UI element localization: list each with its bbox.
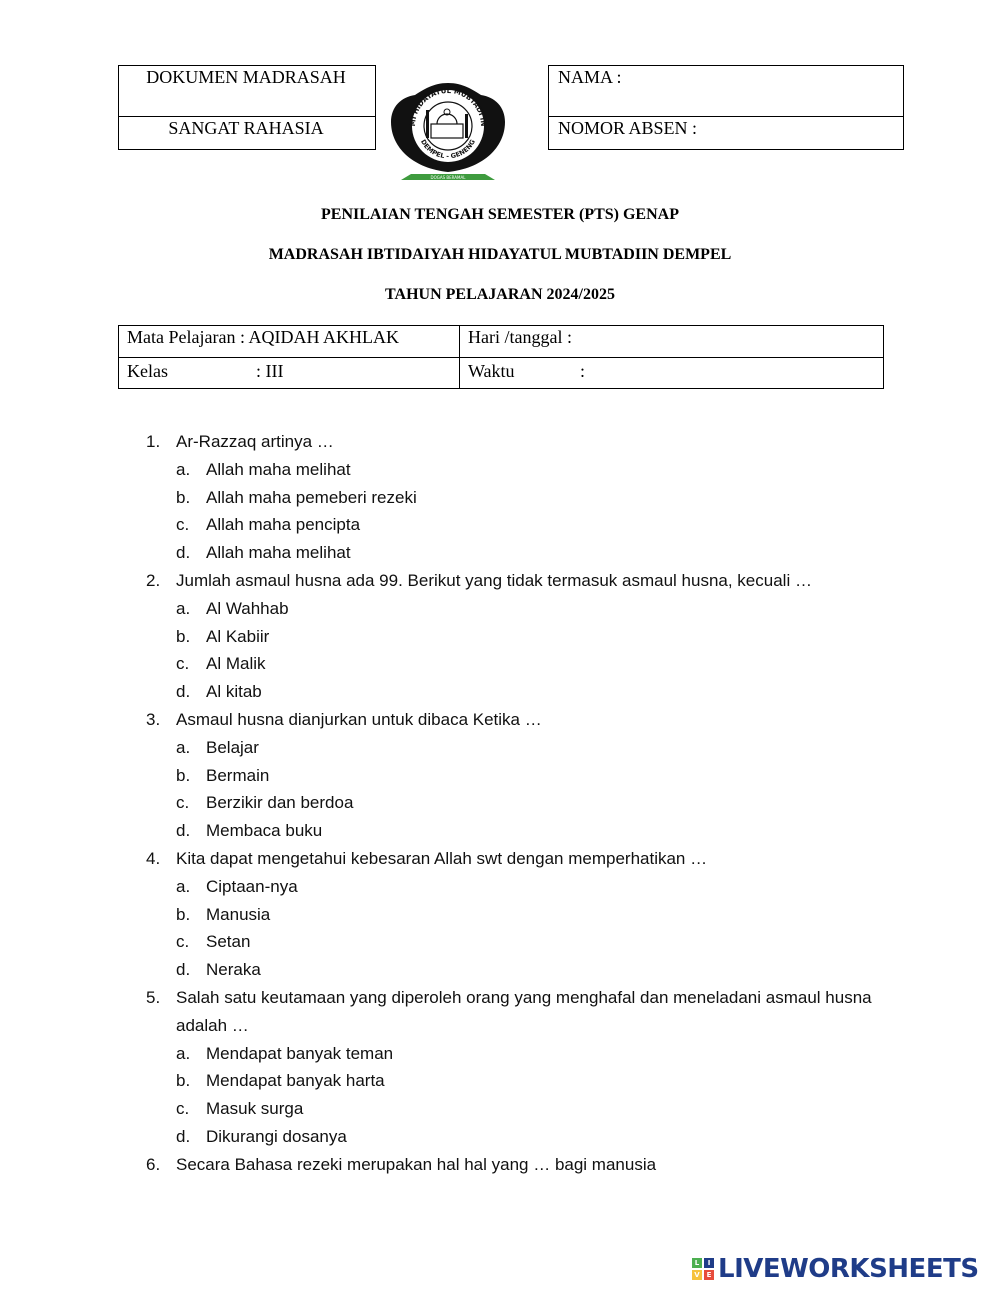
option-letter: d. bbox=[176, 543, 191, 563]
question-list bbox=[146, 428, 906, 1179]
answer-option[interactable] bbox=[146, 1067, 906, 1095]
school-logo bbox=[383, 80, 513, 184]
option-letter: a. bbox=[176, 876, 191, 896]
subject-label: Mata Pelajaran : AQIDAH AKHLAK bbox=[127, 327, 399, 347]
logo-ribbon-text: DOGAS BERAMAL bbox=[430, 175, 466, 180]
icon-letter: I bbox=[704, 1258, 714, 1268]
date-field[interactable]: Hari /tanggal : bbox=[468, 327, 572, 347]
answer-option[interactable] bbox=[146, 1123, 906, 1151]
option-text: Mendapat banyak harta bbox=[206, 1071, 385, 1091]
option-text: Al kitab bbox=[206, 682, 262, 702]
info-table-col-divider bbox=[459, 325, 460, 388]
option-letter: d. bbox=[176, 1126, 191, 1146]
question-text: Salah satu keutamaan yang diperoleh orang yang menghafal dan meneladani asmaul husna adalah … bbox=[176, 987, 872, 1035]
answer-option[interactable] bbox=[146, 734, 906, 762]
answer-option[interactable] bbox=[146, 1095, 906, 1123]
option-letter: d. bbox=[176, 960, 191, 980]
option-text: Bermain bbox=[206, 765, 270, 785]
option-text: Belajar bbox=[206, 737, 259, 757]
question-1 bbox=[146, 428, 906, 456]
question-number: 2. bbox=[146, 570, 161, 590]
option-text: Setan bbox=[206, 932, 251, 952]
name-field[interactable]: NAMA : bbox=[558, 67, 622, 87]
option-letter: b. bbox=[176, 765, 191, 785]
exam-title: PENILAIAN TENGAH SEMESTER (PTS) GENAP bbox=[321, 206, 679, 223]
answer-option[interactable] bbox=[146, 650, 906, 678]
option-letter: a. bbox=[176, 1043, 191, 1063]
question-number: 5. bbox=[146, 987, 161, 1007]
answer-option[interactable] bbox=[146, 456, 906, 484]
option-text: Masuk surga bbox=[206, 1099, 304, 1119]
option-letter: a. bbox=[176, 459, 191, 479]
answer-option[interactable] bbox=[146, 539, 906, 567]
option-text: Manusia bbox=[206, 904, 271, 924]
answer-option[interactable] bbox=[146, 511, 906, 539]
question-2 bbox=[146, 567, 906, 595]
liveworksheets-logo bbox=[692, 1254, 979, 1284]
option-letter: c. bbox=[176, 1099, 190, 1119]
option-letter: b. bbox=[176, 487, 191, 507]
option-text: Allah maha melihat bbox=[206, 459, 351, 479]
option-letter: d. bbox=[176, 682, 191, 702]
option-text: Berzikir dan berdoa bbox=[206, 793, 354, 813]
option-text: Allah maha pencipta bbox=[206, 515, 361, 535]
liveworksheets-icon bbox=[692, 1258, 714, 1280]
class-label: Kelas bbox=[127, 361, 168, 381]
class-value: : III bbox=[256, 361, 284, 381]
option-text: Al Malik bbox=[206, 654, 266, 674]
option-letter: c. bbox=[176, 515, 190, 535]
option-letter: c. bbox=[176, 793, 190, 813]
attendance-number-field[interactable]: NOMOR ABSEN : bbox=[558, 118, 698, 138]
option-text: Dikurangi dosanya bbox=[206, 1126, 347, 1146]
option-text: Allah maha melihat bbox=[206, 543, 351, 563]
answer-option[interactable] bbox=[146, 901, 906, 929]
answer-option[interactable] bbox=[146, 762, 906, 790]
option-text: Al Kabiir bbox=[206, 626, 270, 646]
answer-option[interactable] bbox=[146, 1040, 906, 1068]
answer-option[interactable] bbox=[146, 595, 906, 623]
option-letter: b. bbox=[176, 1071, 191, 1091]
answer-option[interactable] bbox=[146, 623, 906, 651]
answer-option[interactable] bbox=[146, 678, 906, 706]
option-text: Ciptaan-nya bbox=[206, 876, 298, 896]
time-field[interactable]: : bbox=[580, 361, 586, 381]
info-table-row-divider bbox=[118, 357, 883, 358]
question-3 bbox=[146, 706, 906, 734]
question-text: Ar-Razzaq artinya … bbox=[176, 432, 334, 451]
question-text: Asmaul husna dianjurkan untuk dibaca Ketika … bbox=[176, 709, 542, 729]
logo-bottom-text: DEMPEL - GENENG bbox=[419, 138, 477, 161]
option-letter: b. bbox=[176, 904, 191, 924]
option-letter: d. bbox=[176, 821, 191, 841]
answer-option[interactable] bbox=[146, 873, 906, 901]
option-letter: c. bbox=[176, 654, 190, 674]
answer-option[interactable] bbox=[146, 928, 906, 956]
question-number: 3. bbox=[146, 709, 161, 729]
answer-option[interactable] bbox=[146, 817, 906, 845]
option-letter: a. bbox=[176, 598, 191, 618]
icon-letter: E bbox=[704, 1270, 714, 1280]
question-number: 6. bbox=[146, 1154, 161, 1174]
option-letter: a. bbox=[176, 737, 191, 757]
icon-letter: V bbox=[692, 1270, 702, 1280]
question-text: Jumlah asmaul husna ada 99. Berikut yang tidak termasuk asmaul husna, kecuali … bbox=[176, 570, 812, 590]
answer-option[interactable] bbox=[146, 789, 906, 817]
option-text: Membaca buku bbox=[206, 821, 323, 841]
question-4 bbox=[146, 845, 906, 873]
option-text: Allah maha pemeberi rezeki bbox=[206, 487, 417, 507]
option-text: Mendapat banyak teman bbox=[206, 1043, 394, 1063]
academic-year: TAHUN PELAJARAN 2024/2025 bbox=[385, 286, 615, 303]
option-text: Al Wahhab bbox=[206, 598, 289, 618]
answer-option[interactable] bbox=[146, 956, 906, 984]
time-label: Waktu bbox=[468, 361, 515, 381]
question-number: 4. bbox=[146, 848, 161, 868]
document-label: DOKUMEN MADRASAH bbox=[146, 67, 346, 87]
icon-letter: L bbox=[692, 1258, 702, 1268]
liveworksheets-brand: LIVEWORKSHEETS bbox=[718, 1254, 979, 1284]
confidential-label: SANGAT RAHASIA bbox=[168, 118, 324, 138]
question-6 bbox=[146, 1151, 906, 1179]
school-name: MADRASAH IBTIDAIYAH HIDAYATUL MUBTADIIN DEMPEL bbox=[268, 246, 732, 263]
question-5 bbox=[146, 984, 906, 1040]
option-text: Neraka bbox=[206, 960, 261, 980]
logo-ring-text: MI HIDAYATUL MUBTADI'IN bbox=[408, 86, 488, 127]
header-right-divider bbox=[548, 116, 903, 117]
header-left-divider bbox=[118, 116, 375, 117]
question-number: 1. bbox=[146, 432, 161, 451]
option-letter: c. bbox=[176, 932, 190, 952]
question-text: Secara Bahasa rezeki merupakan hal hal yang … bagi manusia bbox=[176, 1154, 657, 1174]
question-text: Kita dapat mengetahui kebesaran Allah swt dengan memperhatikan … bbox=[176, 848, 708, 868]
option-letter: b. bbox=[176, 626, 191, 646]
answer-option[interactable] bbox=[146, 484, 906, 512]
